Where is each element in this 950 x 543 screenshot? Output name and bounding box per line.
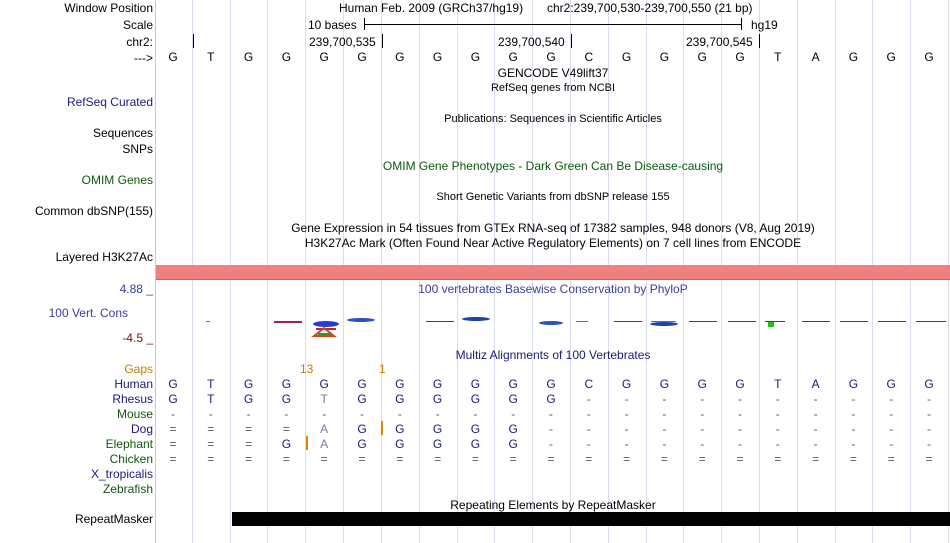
- alignment-base: -: [171, 407, 175, 421]
- alignment-base: -: [624, 437, 629, 451]
- gaps-label: Gaps: [124, 362, 153, 376]
- alignment-base: G: [432, 377, 443, 391]
- alignment-base: -: [435, 407, 440, 421]
- sequence-base: G: [432, 50, 443, 64]
- alignment-base: =: [282, 452, 290, 466]
- alignment-base: G: [924, 377, 934, 391]
- sequence-base: G: [168, 50, 178, 64]
- sequence-base: G: [395, 50, 405, 64]
- alignment-base: -: [586, 407, 591, 421]
- alignment-base: -: [927, 422, 931, 436]
- alignment-base: -: [662, 407, 667, 421]
- alignment-base: -: [927, 437, 931, 451]
- alignment-base: -: [775, 422, 780, 436]
- strand-label: --->: [134, 51, 153, 65]
- alignment-base: -: [738, 392, 742, 406]
- sequence-base: G: [470, 50, 481, 64]
- alignment-base: -: [586, 422, 591, 436]
- coord-label-3: 239,700,545: [686, 35, 753, 49]
- alignment-base: G: [508, 422, 518, 436]
- alignment-base: =: [207, 422, 215, 436]
- alignment-base: G: [243, 377, 254, 391]
- alignment-base: -: [700, 422, 705, 436]
- cons-max-label: 4.88 _: [119, 282, 153, 296]
- publications-track-title[interactable]: Publications: Sequences in Scientific Articles: [444, 113, 662, 125]
- alignment-base: =: [925, 452, 933, 466]
- alignment-base: -: [738, 437, 742, 451]
- conservation-logo-plot[interactable]: [156, 300, 950, 340]
- repeatmasker-element-bar[interactable]: [232, 512, 950, 526]
- alignment-base: -: [284, 407, 289, 421]
- alignment-base: G: [243, 392, 254, 406]
- alignment-base: =: [169, 437, 177, 451]
- alignment-base: G: [697, 377, 707, 391]
- alignment-base: =: [887, 452, 895, 466]
- sequence-base: G: [886, 50, 896, 64]
- alignment-base: -: [246, 407, 251, 421]
- alignment-base: G: [319, 377, 329, 391]
- alignment-base: =: [849, 452, 857, 466]
- gencode-track-title[interactable]: GENCODE V49lift37: [497, 66, 609, 80]
- alignment-base: =: [207, 437, 215, 451]
- alignment-base: -: [624, 407, 629, 421]
- alignment-base: -: [662, 422, 667, 436]
- alignment-base: =: [169, 422, 177, 436]
- sequence-base: G: [546, 50, 556, 64]
- cons-track-title[interactable]: 100 vertebrates Basewise Conservation by PhyloP: [418, 282, 688, 296]
- sequence-base: G: [508, 50, 518, 64]
- repeatmasker-track-label[interactable]: RepeatMasker: [74, 512, 153, 526]
- h3k27ac-track-label[interactable]: Layered H3K27Ac: [55, 250, 153, 264]
- alignment-base: -: [927, 407, 931, 421]
- alignment-base: =: [320, 452, 328, 466]
- alignment-base: G: [546, 377, 556, 391]
- alignment-base: =: [245, 437, 253, 451]
- alignment-base: -: [889, 422, 894, 436]
- sequence-base: G: [281, 50, 292, 64]
- alignment-base: G: [395, 377, 405, 391]
- alignment-base: A: [811, 377, 820, 391]
- alignment-base: G: [168, 377, 178, 391]
- alignment-base: G: [735, 377, 745, 391]
- alignment-base: G: [508, 377, 518, 391]
- cons-min-label: -4.5 _: [122, 331, 153, 345]
- sequence-base: G: [659, 50, 670, 64]
- cons-marks: [206, 317, 946, 336]
- alignment-base: T: [207, 392, 215, 406]
- h3k27ac-signal-bar[interactable]: [156, 265, 950, 279]
- alignment-base: =: [509, 452, 517, 466]
- gtex-track-title[interactable]: Gene Expression in 54 tissues from GTEx RNA-seq of 17382 samples, 948 donors (V8, Aug 2019): [291, 221, 815, 235]
- db-label: hg19: [751, 18, 778, 32]
- gap-marker-dog: [381, 421, 383, 435]
- sequence-base: G: [697, 50, 707, 64]
- alignment-base: -: [700, 437, 705, 451]
- alignment-base: -: [775, 437, 780, 451]
- alignment-base: =: [434, 452, 442, 466]
- refseq-track-label[interactable]: RefSeq Curated: [66, 95, 153, 109]
- alignment-base: -: [473, 407, 478, 421]
- alignment-base: G: [357, 377, 367, 391]
- alignment-base: -: [511, 407, 516, 421]
- alignment-base: -: [889, 392, 894, 406]
- alignment-base: -: [208, 407, 213, 421]
- scale-text: 10 bases: [308, 18, 357, 32]
- alignment-base: =: [396, 452, 404, 466]
- alignment-base: G: [395, 392, 405, 406]
- alignment-base: G: [848, 377, 859, 391]
- sequence-base: G: [848, 50, 859, 64]
- alignment-base: -: [927, 392, 931, 406]
- sequence-base: G: [357, 50, 367, 64]
- alignment-base: =: [585, 452, 593, 466]
- snps-track-label[interactable]: SNPs: [122, 142, 153, 156]
- repeatmasker-track-title[interactable]: Repeating Elements by RepeatMasker: [450, 498, 656, 512]
- species-label: Zebrafish: [102, 482, 153, 496]
- alignment-base: G: [470, 437, 481, 451]
- alignment-base: =: [774, 452, 782, 466]
- alignment-base: -: [700, 392, 705, 406]
- alignment-base: -: [586, 392, 591, 406]
- alignment-base: T: [774, 377, 782, 391]
- species-label: Chicken: [109, 452, 153, 466]
- alignment-base: =: [547, 452, 555, 466]
- scale-bar: [364, 24, 742, 25]
- sequence-base: T: [207, 50, 215, 64]
- coord-tick-2: [571, 34, 572, 48]
- gap-count-1: 13: [300, 362, 314, 376]
- alignment-base: =: [471, 452, 479, 466]
- sequence-base: T: [774, 50, 782, 64]
- scale-right-tick: [741, 18, 742, 30]
- alignment-base: =: [245, 452, 253, 466]
- alignment-base: -: [775, 392, 780, 406]
- omim-track-label[interactable]: OMIM Genes: [81, 173, 153, 187]
- coord-tick-3: [759, 34, 760, 48]
- sequence-base: G: [924, 50, 934, 64]
- alignment-base: -: [700, 407, 705, 421]
- alignment-base: A: [320, 422, 329, 436]
- alignment-base: G: [357, 422, 367, 436]
- alignment-base: G: [395, 422, 405, 436]
- gap-marker-elephant: [306, 436, 308, 450]
- alignment-base: G: [432, 422, 443, 436]
- alignment-base: -: [549, 407, 553, 421]
- cons-track-label[interactable]: 100 Vert. Cons: [48, 306, 128, 320]
- alignment-base: G: [395, 437, 405, 451]
- alignment-base: A: [320, 437, 329, 451]
- alignment-base: G: [886, 377, 896, 391]
- alignment-base: G: [470, 422, 481, 436]
- alignment-base: -: [851, 422, 856, 436]
- alignment-base: =: [358, 452, 366, 466]
- alignment-base: G: [357, 392, 367, 406]
- h3k27ac-baseline: [156, 279, 950, 280]
- species-label: Elephant: [105, 437, 153, 451]
- track-label-column: [0, 0, 156, 543]
- coord-tick-left: [193, 34, 194, 48]
- alignment-base: G: [281, 392, 292, 406]
- sequence-base: G: [735, 50, 745, 64]
- alignment-base: =: [245, 422, 253, 436]
- alignment-base: -: [624, 422, 629, 436]
- sequence-base: G: [621, 50, 632, 64]
- alignment-base: =: [812, 452, 820, 466]
- alignment-base: -: [549, 437, 553, 451]
- sequence-base: C: [584, 50, 594, 64]
- coord-tick-1: [382, 34, 383, 48]
- position-label: chr2:239,700,530-239,700,550 (21 bp): [547, 1, 753, 15]
- species-label: Human: [114, 377, 153, 391]
- alignment-base: -: [738, 407, 742, 421]
- refseq-track-title[interactable]: RefSeq genes from NCBI: [490, 82, 616, 94]
- alignment-base: -: [851, 407, 856, 421]
- alignment-base: G: [432, 437, 443, 451]
- alignment-base: G: [470, 377, 481, 391]
- alignment-base: G: [168, 392, 178, 406]
- assembly-label: Human Feb. 2009 (GRCh37/hg19): [339, 1, 524, 15]
- alignment-base: G: [621, 377, 632, 391]
- alignment-base: -: [851, 392, 856, 406]
- species-label: Mouse: [116, 407, 153, 421]
- alignment-base: -: [549, 422, 553, 436]
- alignment-base: -: [360, 407, 364, 421]
- alignment-base: =: [282, 422, 290, 436]
- alignment-base: =: [623, 452, 631, 466]
- alignment-base: T: [207, 377, 215, 391]
- alignment-base: -: [813, 392, 818, 406]
- track-data-area[interactable]: [156, 0, 950, 543]
- alignment-base: -: [738, 422, 742, 436]
- alignment-base: -: [851, 437, 856, 451]
- alignment-base: -: [397, 407, 402, 421]
- alignment-base: G: [432, 392, 443, 406]
- sequences-track-label[interactable]: Sequences: [92, 126, 153, 140]
- alignment-base: -: [889, 407, 894, 421]
- alignment-base: G: [508, 437, 518, 451]
- alignment-base: -: [813, 437, 818, 451]
- alignment-base: G: [357, 437, 367, 451]
- omim-track-title[interactable]: OMIM Gene Phenotypes - Dark Green Can Be Disease-causing: [382, 159, 724, 173]
- alignment-base: C: [584, 377, 594, 391]
- coord-label-1: 239,700,535: [309, 35, 376, 49]
- dbsnp-track-title[interactable]: Short Genetic Variants from dbSNP release 155: [436, 191, 670, 203]
- alignment-base: -: [662, 437, 667, 451]
- alignment-base: =: [698, 452, 706, 466]
- gap-count-2: 1: [379, 362, 386, 376]
- alignment-base: =: [207, 452, 215, 466]
- sequence-base: G: [243, 50, 254, 64]
- dbsnp-track-label[interactable]: Common dbSNP(155): [34, 204, 153, 218]
- alignment-base: G: [470, 392, 481, 406]
- alignment-base: G: [546, 392, 556, 406]
- alignment-base: -: [775, 407, 780, 421]
- alignment-base: =: [169, 452, 177, 466]
- alignment-base: G: [659, 377, 670, 391]
- alignment-base: -: [662, 392, 667, 406]
- alignment-base: =: [660, 452, 668, 466]
- alignment-base: -: [813, 422, 818, 436]
- species-label: Rhesus: [112, 392, 153, 406]
- alignment-base: G: [281, 377, 292, 391]
- scale-label: Scale: [122, 18, 153, 32]
- alignment-base: G: [281, 437, 292, 451]
- species-label: X_tropicalis: [90, 467, 153, 481]
- alignment-base: =: [736, 452, 744, 466]
- coord-label-2: 239,700,540: [498, 35, 565, 49]
- window-position-label: Window Position: [64, 1, 153, 15]
- alignment-base: -: [586, 437, 591, 451]
- alignment-base: T: [320, 392, 328, 406]
- alignment-base: G: [508, 392, 518, 406]
- alignment-base: -: [624, 392, 629, 406]
- species-label: Dog: [130, 422, 153, 436]
- alignment-base: -: [813, 407, 818, 421]
- h3k27ac-track-title[interactable]: H3K27Ac Mark (Often Found Near Active Regulatory Elements) on 7 cell lines from ENCODE: [304, 236, 802, 250]
- sequence-base: A: [811, 50, 820, 64]
- chrom-label: chr2:: [126, 35, 153, 49]
- alignment-base: -: [889, 437, 894, 451]
- alignment-base: -: [322, 407, 327, 421]
- multiz-track-title[interactable]: Multiz Alignments of 100 Vertebrates: [455, 348, 651, 362]
- sequence-base: G: [319, 50, 329, 64]
